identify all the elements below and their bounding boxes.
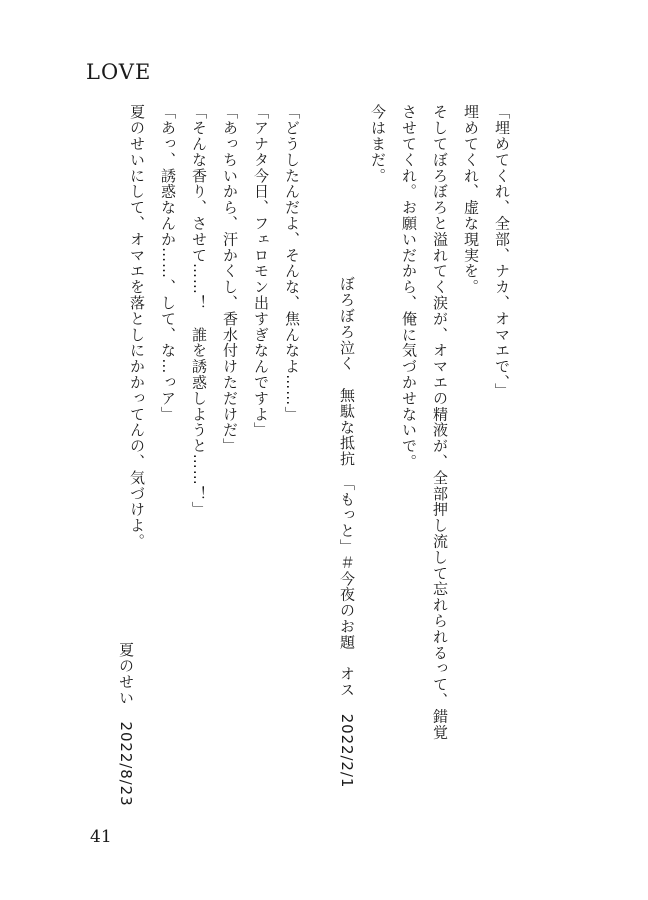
- poem1-line-5: 今はまだ。: [369, 104, 387, 184]
- poem2-line-5: 「あっ、誘惑なんか……、して、な…っア」: [159, 104, 177, 422]
- poem2-line-1: 「どうしたんだよ、そんな、焦んなよ……」: [283, 104, 301, 422]
- poem2-footer: 夏のせい 2022/8/23: [117, 642, 135, 807]
- poem1-line-2: 埋めてくれ、虚な現実を。: [462, 104, 480, 295]
- page-number: 41: [90, 827, 112, 847]
- page-title: LOVE: [86, 60, 152, 84]
- poem2-line-6: 夏のせいにして、オマエを落としにかかってんの、気づけよ。: [128, 104, 146, 550]
- poem2-line-2: 「アナタ今日、フェロモン出すぎなんですよ」: [252, 104, 270, 438]
- poem1-line-1: 「埋めてくれ、全部、ナカ、オマエで、」: [493, 104, 511, 399]
- poem2-line-4: 「そんな香り、させて……！ 誰を誘惑しようと……！」: [190, 104, 208, 518]
- poem1-footer: ぼろぼろ泣く 無駄な抵抗 「もっと」＃今夜のお題 オス 2022/2/1: [338, 276, 356, 789]
- poem1-line-4: させてくれ。お願いだから、俺に気づかせないで。: [400, 104, 418, 470]
- poem1-line-3: そしてぼろぼろと溢れてく涙が、オマエの精液が、全部押し流して忘れられるって、錯覚: [431, 104, 449, 740]
- poem2-line-3: 「あっちいから、汗かくし、香水付けただけだ」: [221, 104, 239, 454]
